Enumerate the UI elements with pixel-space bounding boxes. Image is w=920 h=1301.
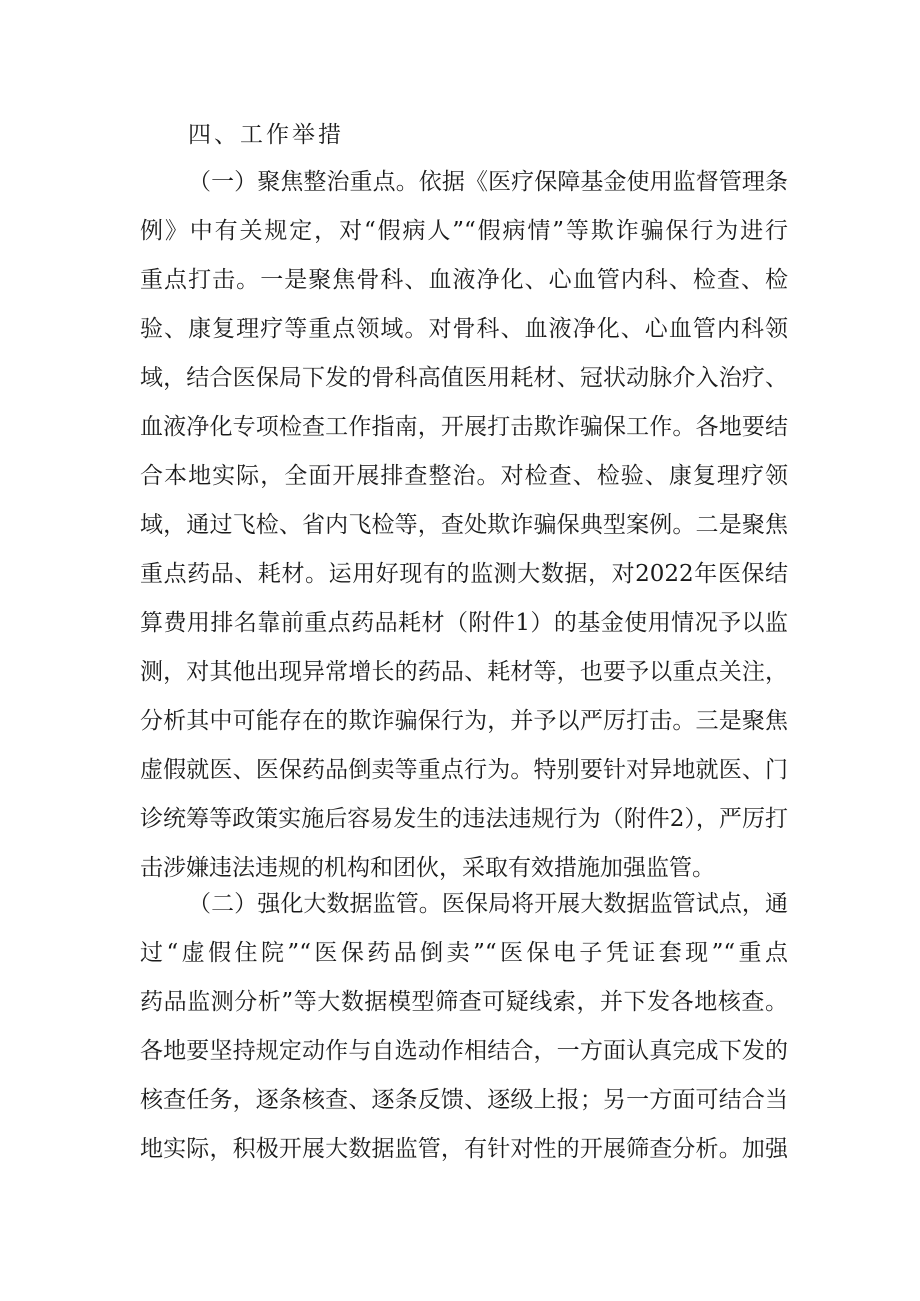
paragraph-line: 虚假就医、医保药品倒卖等重点行为。特别要针对异地就医、门: [140, 757, 788, 783]
paragraph-big-data-supervision: [140, 880, 788, 1174]
paragraph-line: 诊统筹等政策实施后容易发生的违法违规行为（附件2），严厉打: [140, 806, 788, 832]
paragraph-line: 击涉嫌违法违规的机构和团伙，采取有效措施加强监管。: [140, 855, 715, 881]
paragraph-line: 合本地实际，全面开展排查整治。对检查、检验、康复理疗领: [140, 463, 788, 489]
paragraph-line: 测，对其他出现异常增长的药品、耗材等，也要予以重点关注，: [140, 659, 788, 685]
section-heading: 四、工作举措: [188, 122, 344, 148]
paragraph-line: 验、康复理疗等重点领域。对骨科、血液净化、心血管内科领: [140, 316, 788, 342]
paragraph-line: 地实际，积极开展大数据监管，有针对性的开展筛查分析。加强: [140, 1136, 788, 1162]
paragraph-line: 算费用排名靠前重点药品耗材（附件1）的基金使用情况予以监: [140, 610, 788, 636]
paragraph-line: 域，结合医保局下发的骨科高值医用耗材、冠状动脉介入治疗、: [140, 365, 788, 391]
paragraph-line: 各地要坚持规定动作与自选动作相结合，一方面认真完成下发的: [140, 1038, 788, 1064]
paragraph-line: 例》中有关规定，对“假病人”“假病情”等欺诈骗保行为进行: [140, 218, 788, 244]
paragraph-line: 域，通过飞检、省内飞检等，查处欺诈骗保典型案例。二是聚焦: [140, 512, 788, 538]
paragraph-line: 核查任务，逐条核查、逐条反馈、逐级上报；另一方面可结合当: [140, 1087, 788, 1113]
paragraph-focus-rectification: [140, 158, 788, 893]
paragraph-line: 重点药品、耗材。运用好现有的监测大数据，对2022年医保结: [140, 561, 788, 587]
paragraph-line: （一）聚焦整治重点。依据《医疗保障基金使用监督管理条: [188, 169, 788, 195]
paragraph-line: 分析其中可能存在的欺诈骗保行为，并予以严厉打击。三是聚焦: [140, 708, 788, 734]
paragraph-line: 重点打击。一是聚焦骨科、血液净化、心血管内科、检查、检: [140, 267, 788, 293]
paragraph-line: 药品监测分析”等大数据模型筛查可疑线索，并下发各地核查。: [140, 989, 788, 1015]
paragraph-line: 血液净化专项检查工作指南，开展打击欺诈骗保工作。各地要结: [140, 414, 788, 440]
paragraph-line: 过“虚假住院”“医保药品倒卖”“医保电子凭证套现”“重点: [140, 940, 788, 966]
paragraph-line: （二）强化大数据监管。医保局将开展大数据监管试点，通: [188, 891, 788, 917]
